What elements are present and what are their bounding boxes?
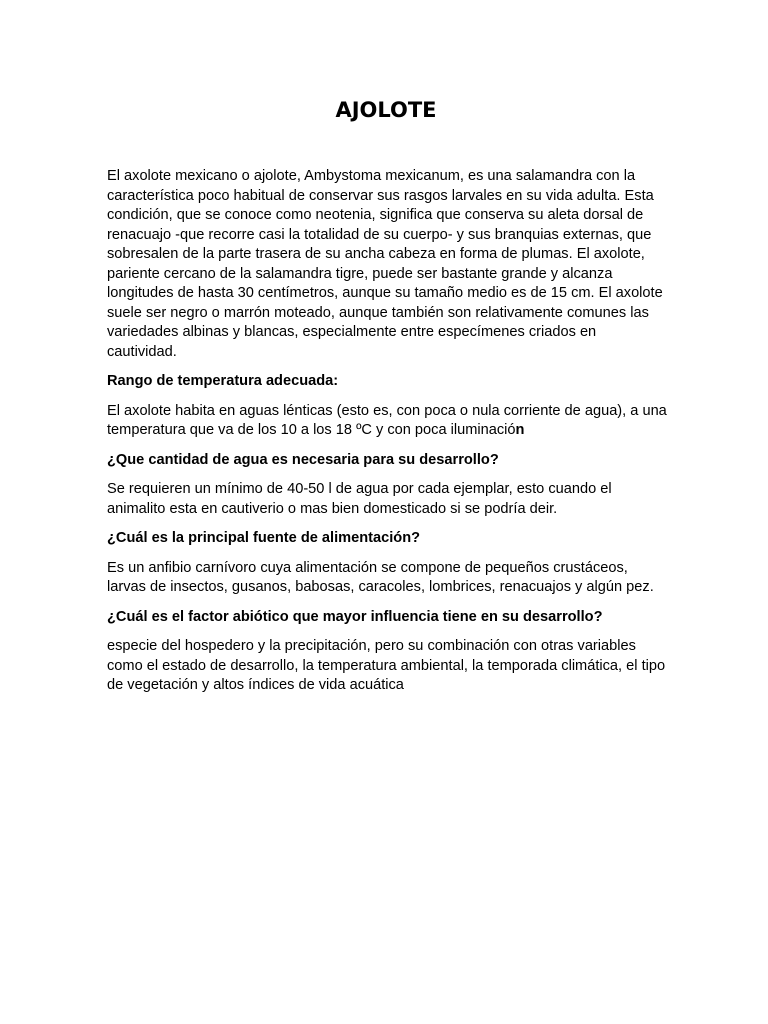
section-heading-food: ¿Cuál es la principal fuente de alimentación? — [107, 530, 421, 546]
section-body-temperature — [107, 402, 667, 441]
intro-paragraph: El axolote mexicano o ajolote, Ambystoma mexicanum, es una salamandra con la característica poco habitual de conservar sus rasgos larvales en su vida adulta. Esta condición, que se conoce como neotenia, significa que conserva su aleta dorsal de renacuajo -que recorre casi la totalidad de su cuerpo- y sus branquias externas, que sobresalen de la parte trasera de su ancha cabeza en forma de plumas. El axolote, pariente cercano de la salamandra tigre, puede ser bastante grande y alcanza longitudes de hasta 30 centímetros, aunque su tamaño medio es de 15 cm. El axolote suele ser negro o marrón moteado, aunque también son relativamente comunes las variedades albinas y blancas, especialmente entre especímenes criados en cautividad. — [107, 168, 663, 360]
section-body-temperature-bold-tail: n — [515, 422, 525, 438]
document-body — [107, 167, 667, 706]
section-body-food: Es un anfibio carnívoro cuya alimentación se compone de pequeños crustáceos, larvas de insectos, gusanos, babosas, caracoles, lombrices, renacuajos y algún pez. — [107, 559, 654, 595]
section-heading-abiotic: ¿Cuál es el factor abiótico que mayor influencia tiene en su desarrollo? — [107, 608, 603, 625]
section-heading-water: ¿Que cantidad de agua es necesaria para su desarrollo? — [107, 451, 499, 468]
section-body-abiotic: especie del hospedero y la precipitación, pero su combinación con otras variables como el estado de desarrollo, la temperatura ambiental, la temporada climática, el tipo de vegetación y altos índices de vida acuática — [107, 638, 666, 693]
section-body-water: Se requieren un mínimo de 40-50 l de agua por cada ejemplar, esto cuando el animalito esta en cautiverio o mas bien domesticado si se podría deir. — [107, 481, 612, 517]
section-body-temperature-text: El axolote habita en aguas lénticas (esto es, con poca o nula corriente de agua), a una temperatura que va de los 10 a los 18 ºC y con poca iluminació — [107, 402, 667, 438]
section-heading-temperature: Rango de temperatura adecuada: — [107, 373, 339, 389]
page-title: AJOLOTE — [335, 98, 437, 122]
